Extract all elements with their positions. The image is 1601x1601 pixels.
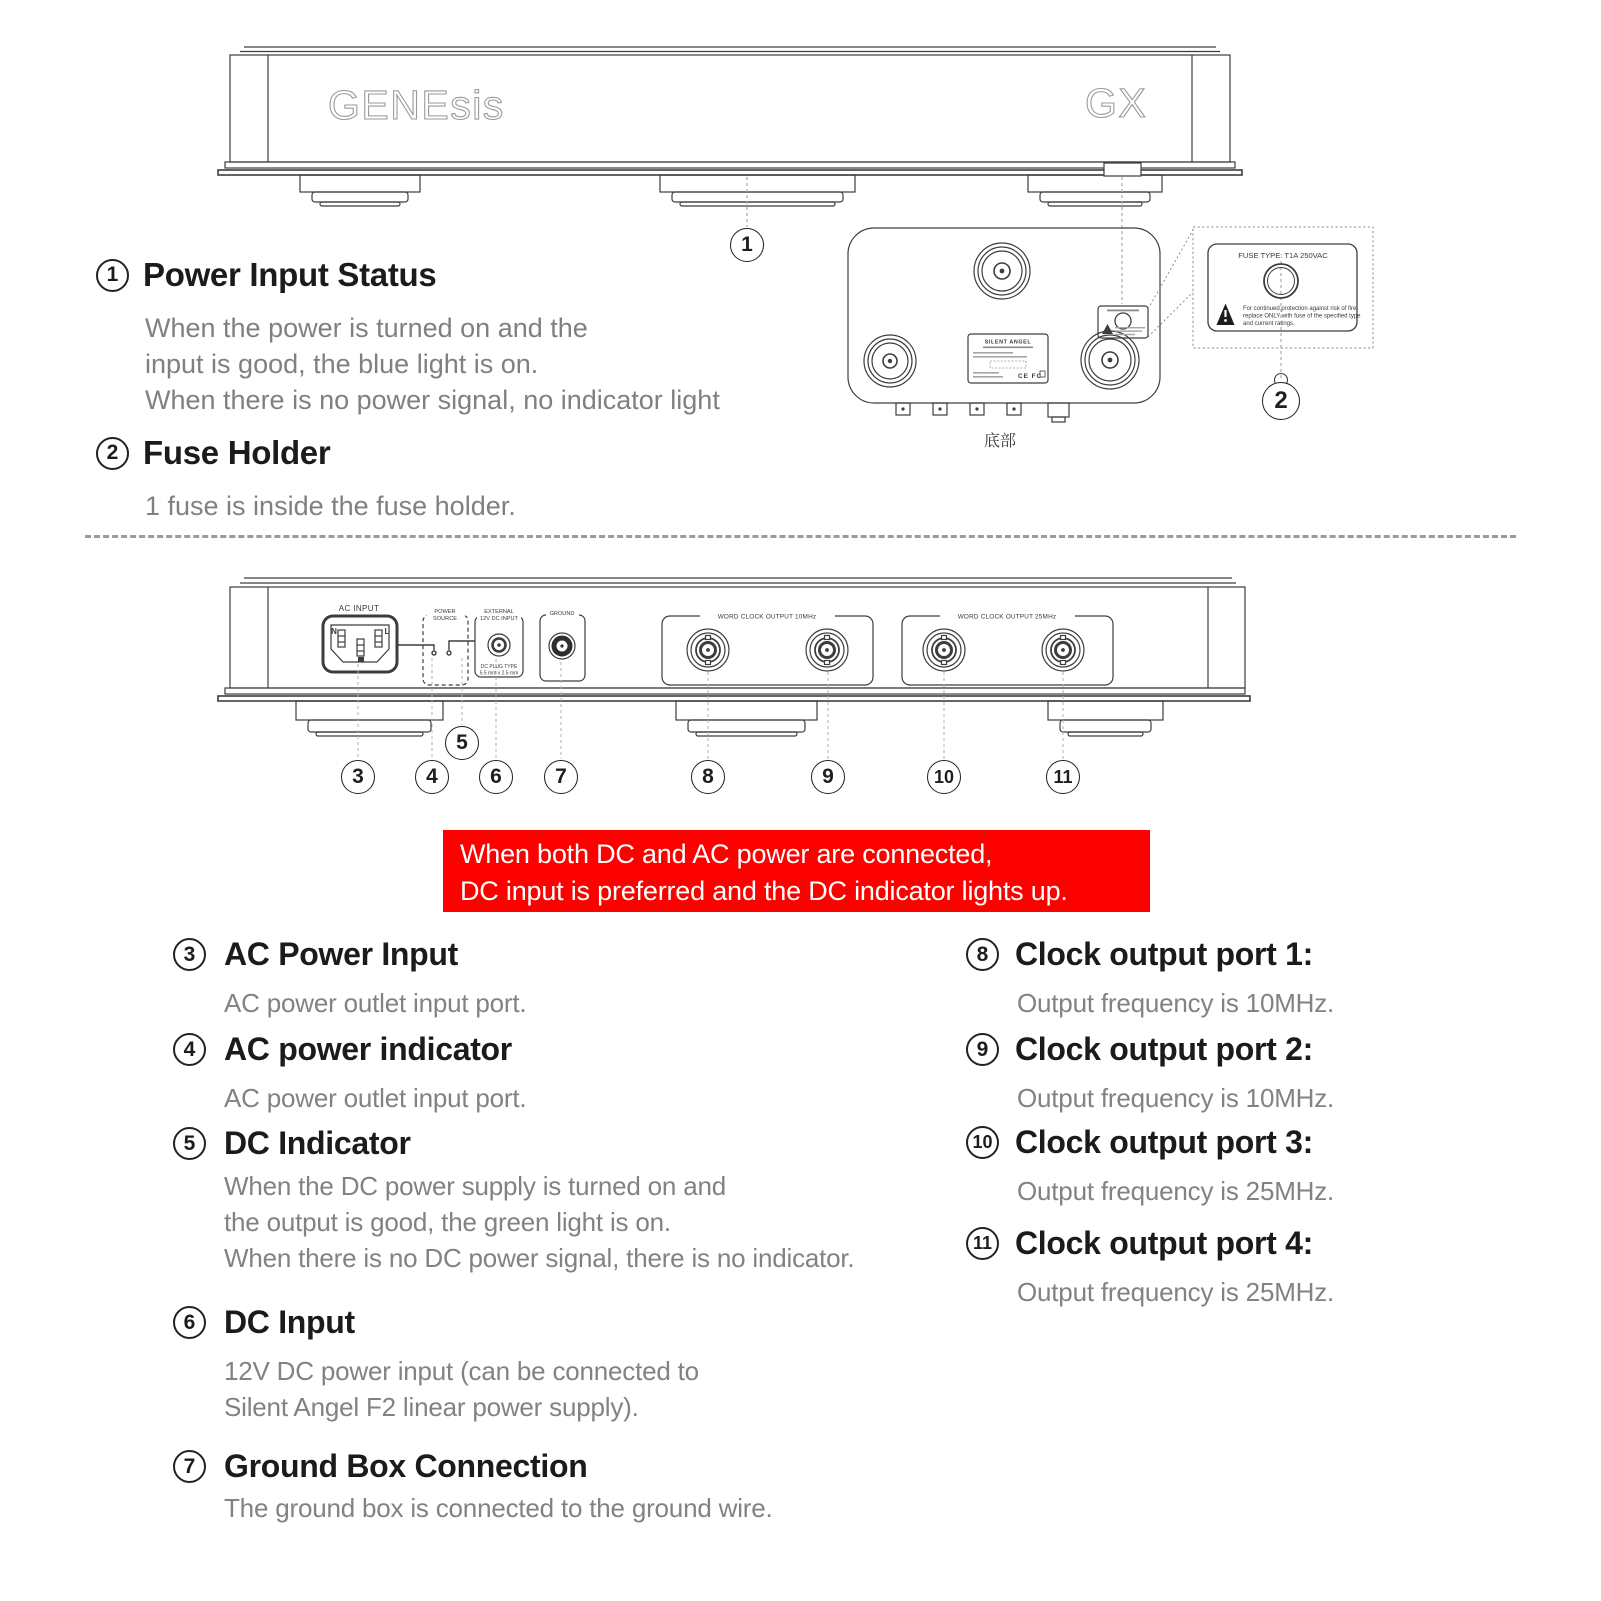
rear-foot (296, 701, 443, 736)
bnc-stubs (896, 403, 1069, 422)
section-body-line: When the power is turned on and the (145, 313, 588, 343)
callout-2: 2 (1262, 382, 1300, 420)
callout-6: 6 (479, 760, 513, 794)
callout-4: 4 (415, 760, 449, 794)
item-clock-output-1 (966, 936, 1334, 1021)
item-body-line: the output is good, the green light is on. (224, 1207, 671, 1237)
leader-lines-front (747, 177, 1122, 304)
item-body-line: Output frequency is 25MHz. (1017, 1176, 1335, 1206)
item-ground-box-connection (173, 1448, 773, 1526)
item-body-line: AC power outlet input port. (224, 1083, 527, 1113)
item-body-line: When there is no DC power signal, there is no indicator. (224, 1243, 855, 1273)
item-dc-indicator (173, 1125, 854, 1276)
item-number-badge: 9 (966, 1033, 999, 1066)
wordclock25-label: WORD CLOCK OUTPUT 25MHz (957, 613, 1057, 621)
power-source-box (423, 615, 468, 685)
item-body-line: AC power outlet input port. (224, 988, 527, 1018)
product-label-brand: SILENT ANGEL (984, 339, 1032, 346)
item-clock-output-3 (966, 1124, 1334, 1209)
dc-priority-warning-banner (443, 830, 1150, 912)
item-clock-output-2 (966, 1031, 1334, 1116)
ac-inlet (323, 616, 397, 672)
item-title: DC Input (224, 1304, 355, 1340)
item-body-line: Output frequency is 10MHz. (1017, 1083, 1335, 1113)
rear-foot (676, 701, 817, 736)
bnc-connector (1042, 629, 1084, 671)
wordclock10-label: WORD CLOCK OUTPUT 10MHz (717, 613, 817, 621)
bnc-connector (806, 629, 848, 671)
section-number-badge: 1 (96, 259, 129, 292)
item-body-line: Output frequency is 10MHz. (1017, 988, 1335, 1018)
ac-input-label: AC INPUT (338, 604, 380, 613)
item-body-line: Silent Angel F2 linear power supply). (224, 1392, 639, 1422)
item-body-line: The ground box is connected to the ground wire. (224, 1493, 773, 1523)
dc-plug-label: 5.5 mm x 2.5 mm (479, 670, 519, 677)
item-title: DC Indicator (224, 1125, 411, 1161)
callout-10: 10 (927, 760, 961, 794)
callout-3: 3 (341, 760, 375, 794)
dashed-divider (85, 535, 1516, 538)
power-wire (397, 641, 475, 655)
item-title: Clock output port 2: (1015, 1031, 1313, 1067)
fuse-warning-line: replace ONLY with fuse of the specified type (1243, 313, 1361, 320)
banner-line: DC input is preferred and the DC indicator lights up. (460, 876, 1068, 906)
item-body-line: When the DC power supply is turned on and (224, 1171, 726, 1201)
bottom-view-drawing (848, 228, 1160, 422)
callout-1: 1 (730, 228, 764, 262)
section-body-line: 1 fuse is inside the fuse holder. (145, 491, 516, 521)
model-logo: GX (1085, 80, 1148, 126)
item-number-badge: 5 (173, 1127, 206, 1160)
fuse-warning-line: For continued protection against risk of fire, (1243, 306, 1359, 312)
dc-plug-label: DC PLUG TYPE (480, 664, 518, 670)
item-number-badge: 10 (966, 1126, 999, 1159)
banner-line: When both DC and AC power are connected, (460, 839, 993, 869)
warning-triangle-icon (1102, 324, 1113, 334)
section-number-badge: 2 (96, 437, 129, 470)
front-foot (660, 175, 855, 206)
item-title: Clock output port 1: (1015, 936, 1313, 972)
fuse-detail-title: FUSE TYPE: T1A 250VAC (1238, 251, 1328, 260)
ground-jack (540, 608, 585, 681)
item-dc-input (173, 1304, 699, 1425)
callout-5: 5 (445, 726, 479, 760)
dc-input-label: 12V DC INPUT (480, 616, 518, 622)
item-body-line: Output frequency is 25MHz. (1017, 1277, 1335, 1307)
section-power-input-status (96, 256, 720, 418)
item-number-badge: 11 (966, 1227, 999, 1260)
dc-input-label: EXTERNAL (484, 609, 514, 615)
rear-view-drawing (218, 578, 1250, 736)
item-number-badge: 4 (173, 1033, 206, 1066)
rear-foot (1048, 701, 1163, 736)
item-number-badge: 7 (173, 1450, 206, 1483)
item-number-badge: 6 (173, 1306, 206, 1339)
ground-label: GROUND (549, 611, 575, 617)
brand-logo: GENEsis (328, 82, 505, 128)
cert-marks: CE FC (1018, 373, 1043, 380)
ac-inlet-n-label: N (331, 627, 337, 636)
item-ac-power-input (173, 936, 526, 1021)
section-title: Power Input Status (143, 256, 437, 293)
bottom-foot (1081, 331, 1139, 389)
wordclock10-box (662, 613, 873, 685)
section-body-line: When there is no power signal, no indicator light (145, 385, 720, 415)
bottom-foot (974, 243, 1030, 299)
callout-9: 9 (811, 760, 845, 794)
front-foot (1028, 175, 1162, 206)
item-clock-output-4 (966, 1225, 1334, 1310)
fuse-holder (1098, 306, 1148, 338)
front-foot (300, 175, 420, 206)
fuse-warning-line: and current ratings. (1243, 321, 1295, 327)
item-title: Ground Box Connection (224, 1448, 588, 1484)
bottom-caption: 底部 (983, 433, 1017, 450)
power-led-window (1104, 163, 1141, 176)
section-title: Fuse Holder (143, 434, 331, 471)
section-fuse-holder (96, 434, 516, 524)
item-number-badge: 8 (966, 938, 999, 971)
power-source-label: POWER (434, 609, 456, 615)
callout-8: 8 (691, 760, 725, 794)
item-title: Clock output port 3: (1015, 1124, 1313, 1160)
ac-inlet-l-label: L (384, 627, 390, 636)
callout-11: 11 (1046, 760, 1080, 794)
bnc-connector (687, 629, 729, 671)
section-body-line: input is good, the blue light is on. (145, 349, 539, 379)
item-number-badge: 3 (173, 938, 206, 971)
bnc-connector (923, 629, 965, 671)
item-title: Clock output port 4: (1015, 1225, 1313, 1261)
callout-7: 7 (544, 760, 578, 794)
item-body-line: 12V DC power input (can be connected to (224, 1356, 699, 1386)
item-title: AC power indicator (224, 1031, 512, 1067)
power-source-label: SOURCE (433, 616, 457, 622)
item-title: AC Power Input (224, 936, 459, 972)
wordclock25-box (902, 613, 1113, 685)
item-ac-power-indicator (173, 1031, 526, 1116)
bottom-foot (864, 335, 916, 387)
